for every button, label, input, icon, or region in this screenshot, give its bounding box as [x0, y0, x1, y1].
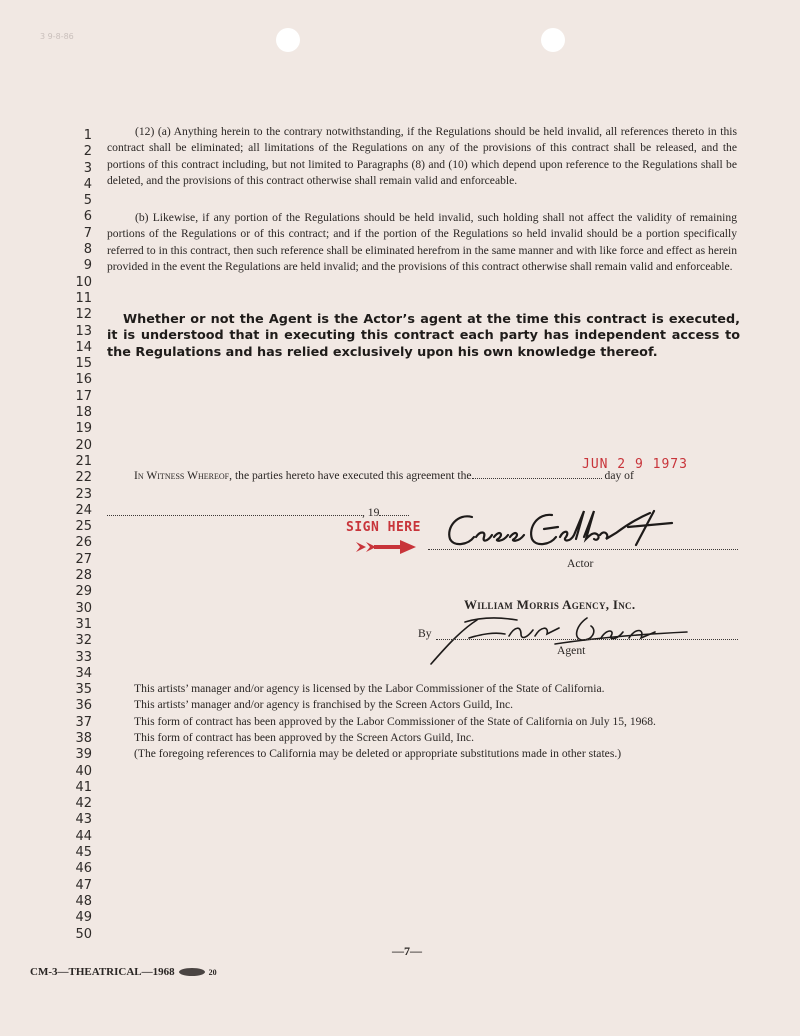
agent-signature: [425, 612, 705, 668]
line-number: 8: [83, 242, 92, 258]
line-number: 39: [75, 747, 92, 763]
agent-signature-line[interactable]: [436, 639, 738, 640]
sign-here-stamp: SIGN HERE: [346, 520, 421, 535]
page-number: —7—: [392, 944, 422, 958]
line-number: 44: [75, 828, 92, 844]
line-number: 48: [75, 893, 92, 909]
line-number: 19: [75, 421, 92, 437]
line-number: 5: [83, 193, 92, 209]
line-number: 24: [75, 502, 92, 518]
day-of-text: day of: [604, 469, 634, 482]
line-number: 43: [75, 812, 92, 828]
month-blank[interactable]: [107, 507, 362, 516]
notice-sag-approval: This form of contract has been approved by the Screen Actors Guild, Inc.: [134, 730, 474, 744]
line-number: 6: [83, 209, 92, 225]
line-number: 15: [75, 356, 92, 372]
line-number: 21: [75, 453, 92, 469]
line-number: 50: [75, 926, 92, 942]
line-number: 23: [75, 486, 92, 502]
line-number: 4: [83, 176, 92, 192]
punch-hole-left: [276, 28, 300, 52]
line-number: 45: [75, 845, 92, 861]
line-number: 29: [75, 584, 92, 600]
line-number: 9: [83, 258, 92, 274]
notice-california-substitution: (The foregoing references to California may be deleted or appropriate substitutions made in other states.): [134, 747, 622, 761]
agency-name: William Morris Agency, Inc.: [464, 597, 636, 612]
line-number: 2: [83, 144, 92, 160]
union-bug-icon: [179, 968, 205, 976]
punch-hole-right: [541, 28, 565, 52]
line-number: 47: [75, 877, 92, 893]
line-number: 41: [75, 779, 92, 795]
form-code: CM-3—THEATRICAL—1968: [30, 966, 175, 978]
date-line: [107, 506, 407, 519]
line-number: 40: [75, 763, 92, 779]
line-number: 16: [75, 372, 92, 388]
year-prefix: , 19: [362, 506, 380, 519]
line-number: 22: [75, 470, 92, 486]
line-number: 30: [75, 600, 92, 616]
day-blank[interactable]: [472, 468, 602, 479]
line-number: 42: [75, 796, 92, 812]
line-number: 26: [75, 535, 92, 551]
line-number: 17: [75, 388, 92, 404]
agent-label: Agent: [557, 644, 586, 657]
line-number: 36: [75, 698, 92, 714]
form-number: 20: [208, 967, 217, 977]
line-number: 35: [75, 682, 92, 698]
witness-lead: In Witness Whereof: [134, 469, 230, 482]
agent-access-clause: Whether or not the Agent is the Actor’s agent at the time this contract is executed, it is understood that in executing this contract each party has independent access to the Regulations and has relied exclusively upon his own knowledge thereof.: [107, 312, 740, 360]
line-number: 11: [75, 290, 92, 306]
line-number: 13: [75, 323, 92, 339]
line-number: 18: [75, 405, 92, 421]
witness-line: [134, 468, 739, 482]
notice-labor-approval: This form of contract has been approved by the Labor Commissioner of the State of California on July 15, 1968.: [134, 714, 656, 728]
year-blank[interactable]: [379, 507, 409, 516]
paragraph-12a: (12) (a) Anything herein to the contrary notwithstanding, if the Regulations should be held invalid, all references thereto in this contract shall be eliminated; all limitations of the Regulations on any of the provisions of this contract shall be released, and the portions of this contract including, but not limited to Paragraphs (8) and (10) which depend upon reference to the Regulations shall be deleted, and the provisions of this contract otherwise shall remain valid and enforceable.: [107, 125, 737, 187]
line-number: 25: [75, 519, 92, 535]
actor-label: Actor: [567, 557, 594, 570]
line-number: 37: [75, 714, 92, 730]
witness-text: , the parties hereto have executed this agreement the: [229, 469, 472, 482]
corner-mark: 3 9-8-86: [40, 32, 74, 41]
line-number: 12: [75, 307, 92, 323]
notices-block: [134, 681, 740, 762]
notice-franchised: This artists’ manager and/or agency is franchised by the Screen Actors Guild, Inc.: [134, 698, 514, 712]
sign-here-arrow-icon: [356, 539, 418, 555]
line-number: 3: [83, 160, 92, 176]
date-stamp: JUN 2 9 1973: [582, 457, 688, 472]
line-number: 27: [75, 551, 92, 567]
line-number: 46: [75, 861, 92, 877]
line-number: 14: [75, 339, 92, 355]
line-number: 20: [75, 437, 92, 453]
line-number: 10: [75, 274, 92, 290]
line-number: 28: [75, 568, 92, 584]
form-footer: [30, 966, 217, 978]
paragraph-12b: (b) Likewise, if any portion of the Regulations should be held invalid, such holding shall not affect the validity of remaining portions of the Regulations or of this contract; and if the portion of the Regulations so held invalid should be a portion specifically referred to in this contract, then such reference shall be eliminated herefrom in the same manner and with like force and effect as herein provided in the event the Regulations are held invalid; and the provisions of this contract otherwise shall remain valid and enforceable.: [107, 211, 737, 273]
line-number: 34: [75, 665, 92, 681]
line-number: 49: [75, 910, 92, 926]
line-number-column: [70, 128, 92, 943]
line-number: 1: [83, 128, 92, 143]
actor-signature: [440, 505, 680, 555]
line-number: 31: [75, 616, 92, 632]
by-label: By: [418, 627, 432, 640]
notice-licensed: This artists’ manager and/or agency is licensed by the Labor Commissioner of the State of California.: [134, 682, 605, 695]
line-number: 38: [75, 730, 92, 746]
actor-signature-line[interactable]: [428, 549, 738, 550]
line-number: 32: [75, 633, 92, 649]
line-number: 7: [83, 225, 92, 241]
line-number: 33: [75, 649, 92, 665]
